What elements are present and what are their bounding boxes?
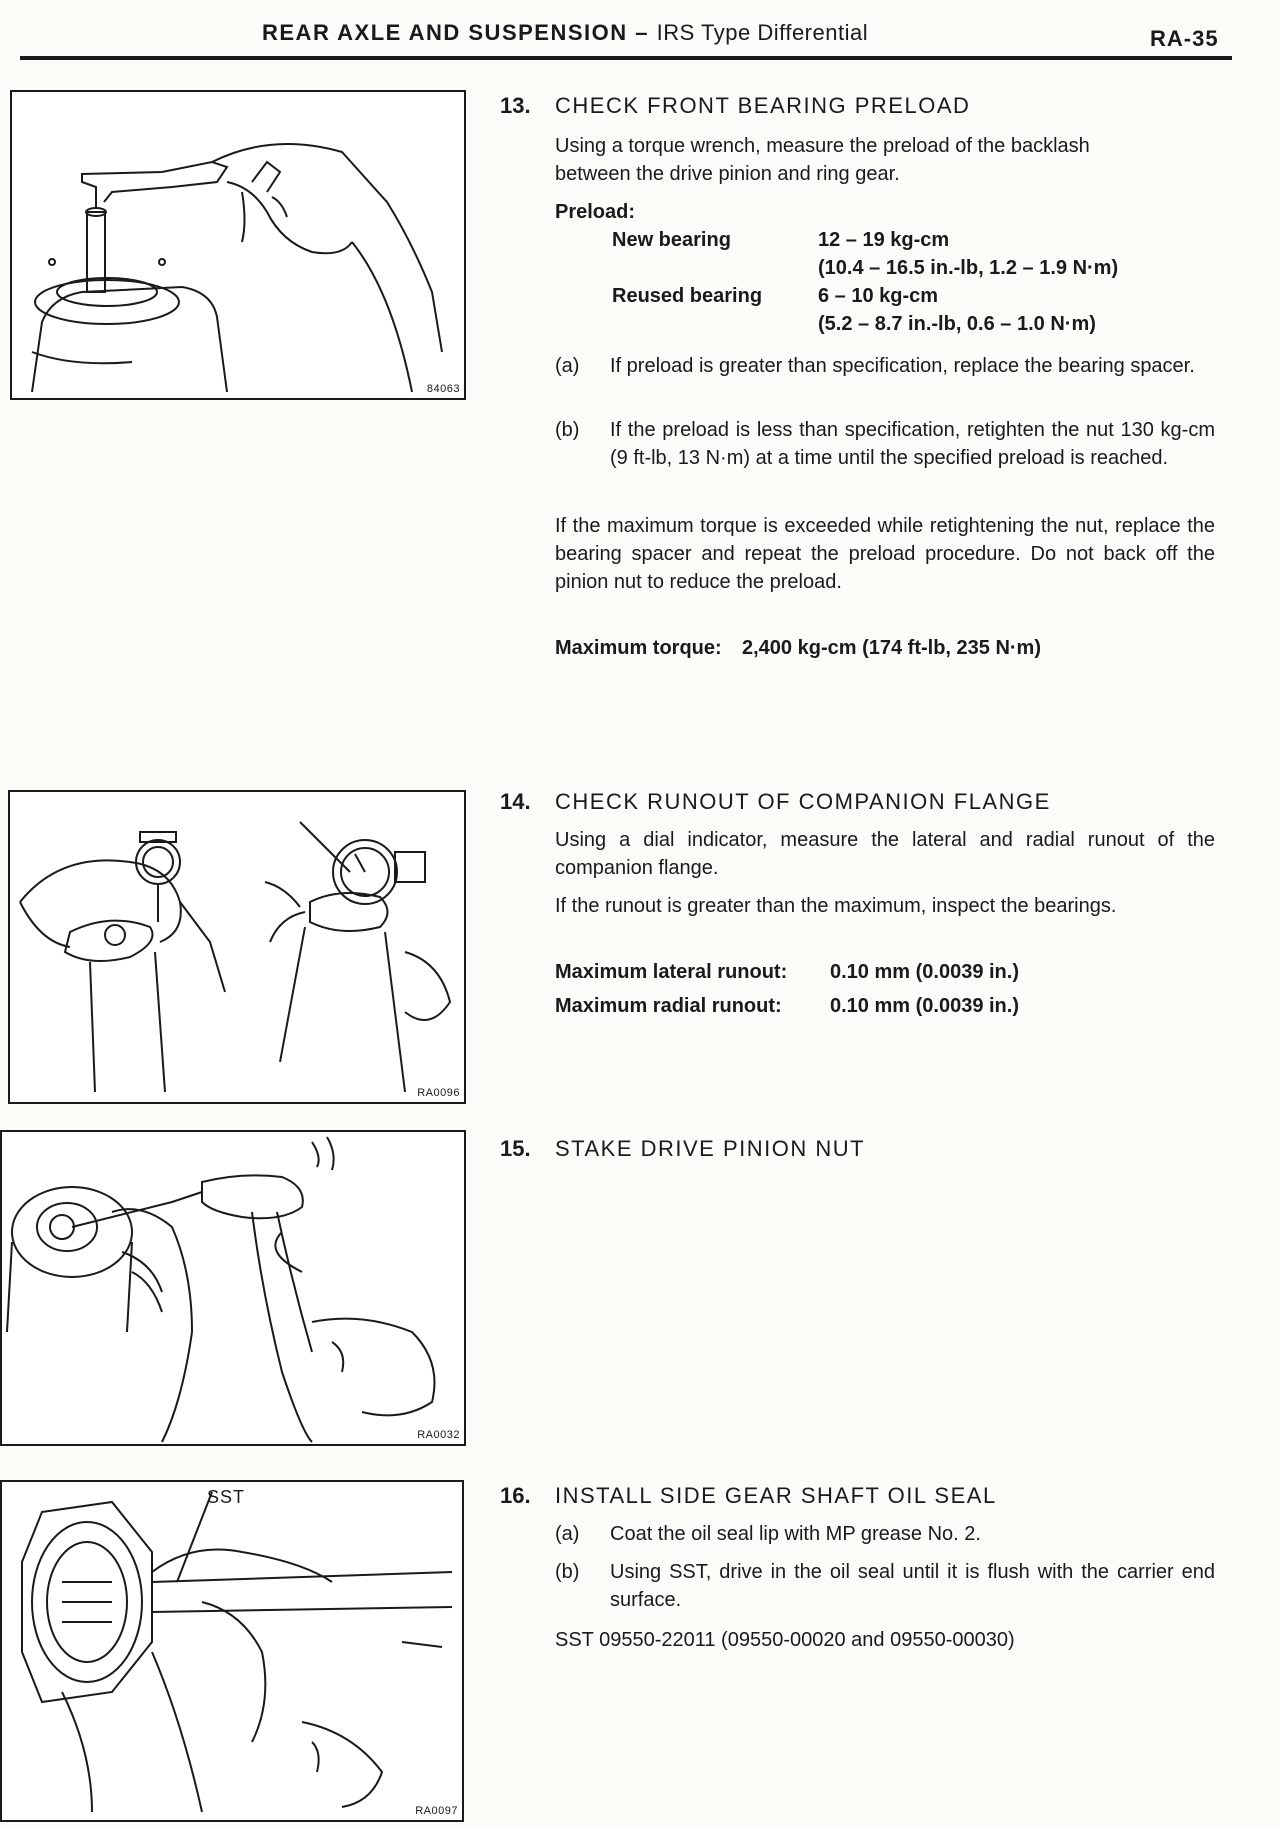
step-13 bbox=[500, 92, 1230, 672]
new-bearing-value: 12 – 19 kg-cm bbox=[818, 229, 950, 251]
figure-torque-wrench bbox=[10, 90, 466, 400]
figure-code: RA0097 bbox=[415, 1805, 458, 1817]
step-number: 13. bbox=[500, 93, 531, 118]
step-number: 16. bbox=[500, 1483, 531, 1508]
step-14-text1: Using a dial indicator, measure the lateral and radial runout of the companion flange. bbox=[555, 829, 1215, 879]
sst-label: SST bbox=[207, 1487, 246, 1507]
header-rule bbox=[20, 56, 1232, 60]
max-torque-label: Maximum torque: bbox=[555, 637, 722, 659]
item-text: Using SST, drive in the oil seal until it is flush with the carrier end surface. bbox=[610, 1561, 1215, 1611]
item-letter: (b) bbox=[555, 1561, 580, 1583]
header-title bbox=[262, 20, 868, 46]
dial-indicator-illustration bbox=[10, 792, 464, 1102]
step-16-heading bbox=[500, 1482, 997, 1510]
reused-bearing-value: 6 – 10 kg-cm bbox=[818, 285, 939, 307]
header-section: REAR AXLE AND SUSPENSION bbox=[262, 20, 628, 45]
new-bearing-label: New bearing bbox=[612, 229, 731, 251]
lateral-runout-label: Maximum lateral runout: bbox=[555, 961, 788, 983]
item-letter: (a) bbox=[555, 1523, 580, 1545]
staking-illustration bbox=[2, 1132, 464, 1444]
figure-code: 84063 bbox=[426, 383, 460, 395]
preload-label: Preload: bbox=[555, 201, 636, 223]
step-14-heading bbox=[500, 788, 1051, 816]
step-16 bbox=[500, 1482, 1230, 1682]
reused-bearing-label: Reused bearing bbox=[612, 285, 763, 307]
step-number: 14. bbox=[500, 789, 531, 814]
step-14-text2: If the runout is greater than the maximum, inspect the bearings. bbox=[555, 895, 1117, 917]
step-14 bbox=[500, 788, 1230, 1028]
item-text: If the preload is less than specification, retighten the nut 130 kg-cm (9 ft-lb, 13 N·m) at a time until the specified preload is reached. bbox=[610, 419, 1215, 469]
step-title: STAKE DRIVE PINION NUT bbox=[555, 1136, 866, 1161]
figure-code: RA0096 bbox=[417, 1087, 460, 1099]
step-13-note: If the maximum torque is exceeded while retightening the nut, replace the bearing spacer and repeat the preload procedure. Do not back off the pinion nut to reduce the preload. bbox=[555, 515, 1215, 593]
radial-runout-value: 0.10 mm (0.0039 in.) bbox=[830, 995, 1019, 1017]
sst-part-numbers: SST 09550-22011 (09550-00020 and 09550-00030) bbox=[555, 1629, 1015, 1651]
new-bearing-conversion: (10.4 – 16.5 in.-lb, 1.2 – 1.9 N·m) bbox=[818, 257, 1119, 279]
item-text: If preload is greater than specification, replace the bearing spacer. bbox=[610, 355, 1195, 377]
step-13-heading bbox=[500, 92, 970, 120]
figure-staking bbox=[0, 1130, 466, 1446]
figure-oil-seal bbox=[0, 1480, 464, 1822]
lateral-runout-value: 0.10 mm (0.0039 in.) bbox=[830, 961, 1019, 983]
figure-code: RA0032 bbox=[417, 1429, 460, 1441]
item-letter: (b) bbox=[555, 419, 580, 441]
item-letter: (a) bbox=[555, 355, 580, 377]
header-dash: – bbox=[635, 20, 650, 45]
max-torque-value: 2,400 kg-cm (174 ft-lb, 235 N·m) bbox=[742, 637, 1041, 659]
reused-bearing-conversion: (5.2 – 8.7 in.-lb, 0.6 – 1.0 N·m) bbox=[818, 313, 1096, 335]
step-13-intro-line1: Using a torque wrench, measure the preload of the backlash bbox=[555, 135, 1090, 157]
step-13-intro-line2: between the drive pinion and ring gear. bbox=[555, 163, 900, 185]
step-title: CHECK FRONT BEARING PRELOAD bbox=[555, 93, 971, 118]
step-15-heading bbox=[500, 1135, 865, 1163]
step-title: INSTALL SIDE GEAR SHAFT OIL SEAL bbox=[555, 1483, 997, 1508]
step-title: CHECK RUNOUT OF COMPANION FLANGE bbox=[555, 789, 1051, 814]
radial-runout-label: Maximum radial runout: bbox=[555, 995, 782, 1017]
figure-dial-indicator bbox=[8, 790, 466, 1104]
page-number: RA-35 bbox=[1150, 26, 1219, 51]
header-subsection: IRS Type Differential bbox=[656, 20, 869, 45]
item-text: Coat the oil seal lip with MP grease No. 2. bbox=[610, 1523, 981, 1545]
step-number: 15. bbox=[500, 1136, 531, 1161]
oil-seal-illustration bbox=[2, 1482, 462, 1820]
step-15 bbox=[500, 1135, 1230, 1175]
torque-wrench-illustration bbox=[12, 92, 464, 398]
